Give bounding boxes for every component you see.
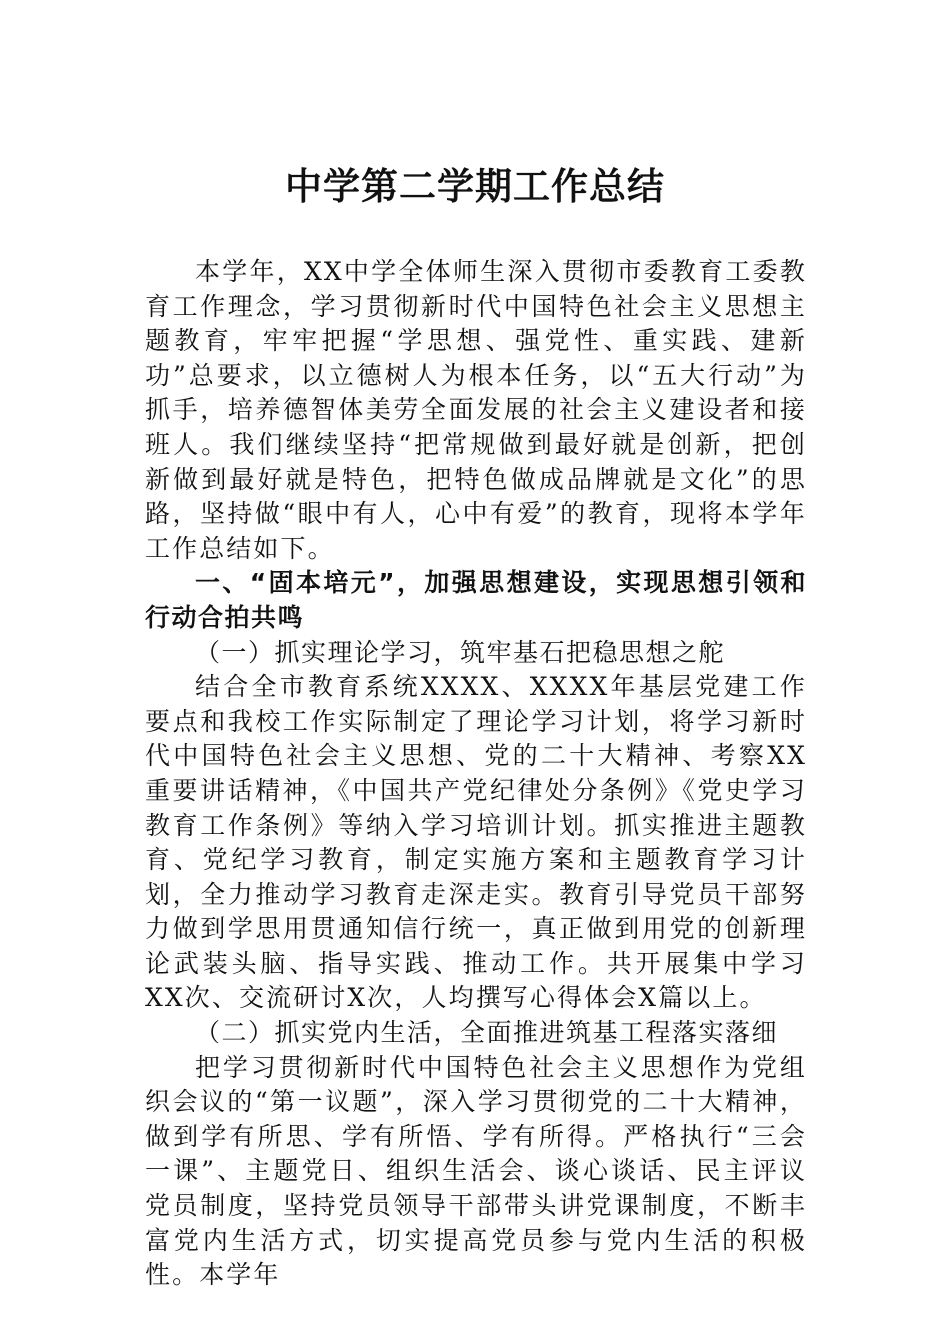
subsection-paragraph-1: 结合全市教育系统XXXX、XXXX年基层党建工作要点和我校工作实际制定了理论学习计划，将学习新时代中国特色社会主义思想、党的二十大精神、考察XX重要讲话精神，《中国共产党纪律处分条例》《党史学习教育工作条例》等纳入学习培训计划。抓实推进主题教育、党纪学习教育，制定实施方案和主题教育学习计划，全力推动学习教育走深走实。教育引导党员干部努力做到学思用贯通知信行统一，真正做到用党的创新理论武装头脑、指导实践、推动工作。共开展集中学习XX次、交流研讨X次，人均撰写心得体会X篇以上。 — [145, 672, 807, 1013]
subsection-heading-2: （二）抓实党内生活，全面推进筑基工程落实落细 — [195, 1018, 779, 1048]
document-body — [145, 255, 807, 1293]
intro-paragraph: 本学年，XX中学全体师生深入贯彻市委教育工委教育工作理念，学习贯彻新时代中国特色社会主义思想主题教育，牢牢把握“学思想、强党性、重实践、建新功”总要求，以立德树人为根本任务，以“五大行动”为抓手，培养德智体美劳全面发展的社会主义建设者和接班人。我们继续坚持“把常规做到最好就是创新，把创新做到最好就是特色，把特色做成品牌就是文化”的思路，坚持做“眼中有人，心中有爱”的教育，现将本学年工作总结如下。 — [145, 257, 807, 563]
section-heading-1: 一、“固本培元”，加强思想建设，实现思想引领和行动合拍共鸣 — [145, 568, 807, 632]
subsection-paragraph-2: 把学习贯彻新时代中国特色社会主义思想作为党组织会议的“第一议题”，深入学习贯彻党的二十大精神，做到学有所思、学有所悟、学有所得。严格执行“三会一课”、主题党日、组织生活会、谈心谈话、民主评议党员制度，坚持党员领导干部带头讲党课制度，不断丰富党内生活方式，切实提高党员参与党内生活的积极性。本学年 — [145, 1052, 807, 1290]
subsection-heading-1: （一）抓实理论学习，筑牢基石把稳思想之舵 — [195, 637, 726, 667]
document-title: 中学第二学期工作总结 — [285, 164, 665, 208]
